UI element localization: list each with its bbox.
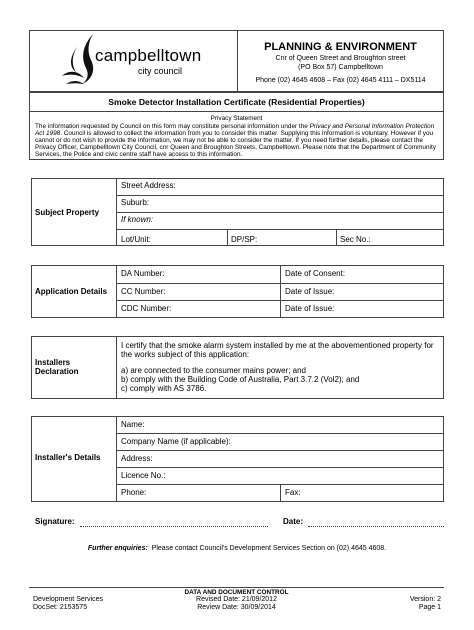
- page-title: PLANNING & ENVIRONMENT: [264, 41, 417, 53]
- further-enquiries: [0, 545, 474, 552]
- sec-no-field[interactable]: Sec No.:: [340, 235, 371, 244]
- signature-label: Signature:: [35, 517, 75, 526]
- contact-line: Phone (02) 4645 4608 – Fax (02) 4645 4111 – DX5114: [255, 77, 426, 84]
- cc-number-field[interactable]: CC Number:: [121, 287, 166, 296]
- footer-docset: DocSet: 2153575: [33, 604, 88, 611]
- col-divider: [336, 229, 337, 246]
- address-field[interactable]: Address:: [121, 454, 153, 463]
- enquiries-text: Please contact Council's Development Services Section on (02) 4645 4608.: [151, 545, 387, 552]
- row-divider: [116, 450, 444, 451]
- footer-heading: DATA AND DOCUMENT CONTROL: [184, 589, 289, 596]
- logo-subtitle: city council: [138, 66, 183, 76]
- row-divider: [116, 433, 444, 434]
- date-of-issue-field[interactable]: Date of Issue:: [285, 304, 335, 313]
- dp-sp-field[interactable]: DP/SP:: [231, 235, 258, 244]
- street-address-field[interactable]: Street Address:: [121, 181, 176, 190]
- row-divider: [116, 229, 444, 230]
- address-line-1: Cnr of Queen Street and Broughton street: [275, 55, 406, 62]
- declaration-item-a: a) are connected to the consumer mains power; and: [121, 366, 306, 375]
- privacy-line-2: [35, 130, 433, 137]
- privacy-line-2-b: . Council is allowed to collect the information from you to consider this matter. Supplying this information is voluntary. However if you: [60, 130, 434, 137]
- if-known-label: If known:: [121, 215, 154, 224]
- lot-unit-field[interactable]: Lot/Unit:: [121, 235, 151, 244]
- name-field[interactable]: Name:: [121, 420, 145, 429]
- date-label: Date:: [283, 517, 304, 526]
- row-divider: [116, 212, 444, 213]
- suburb-field[interactable]: Suburb:: [121, 198, 150, 207]
- cdc-number-field[interactable]: CDC Number:: [121, 304, 172, 313]
- footer-version: Version: 2: [409, 596, 441, 603]
- declaration-item-b: b) comply with the Building Code of Australia, Part 3.7.2 (Vol2); and: [121, 375, 360, 384]
- subject-property-label: Subject Property: [35, 208, 100, 217]
- company-name-field[interactable]: Company Name (if applicable):: [121, 437, 231, 446]
- installers-declaration-label-2: Declaration: [35, 367, 79, 376]
- installer-details-label: Installer's Details: [35, 453, 101, 462]
- privacy-line-1-a: The information requested by Council on this form may constitute personal information under the: [35, 123, 310, 130]
- signature-line[interactable]: [80, 526, 268, 527]
- privacy-act-year: Act 1998: [35, 130, 61, 137]
- privacy-line-1: [35, 123, 434, 130]
- installers-declaration-divider: [116, 336, 117, 399]
- privacy-line-3: cannot or do not wish to provide the information, we may not be able to consider the matter. If you need further details, please contact the: [35, 137, 423, 144]
- declaration-item-c: c) comply with AS 3786.: [121, 384, 207, 393]
- col-divider: [227, 229, 228, 246]
- application-details-divider: [116, 265, 117, 318]
- declaration-text-1: I certify that the smoke alarm system installed by me at the abovementioned property for: [121, 341, 434, 350]
- logo-name: campbelltown: [95, 46, 202, 65]
- date-line[interactable]: [308, 526, 444, 527]
- title-divider: [29, 111, 444, 112]
- privacy-line-5: Services, the Police and civic centre staff have access to this information.: [35, 151, 243, 158]
- fax-field[interactable]: Fax:: [285, 488, 301, 497]
- row-divider: [116, 283, 444, 284]
- row-divider: [116, 300, 444, 301]
- privacy-line-4: Privacy Officer, Campbelltown City Council, cnr Queen and Broughton Streets, Campbelltown. Please note that the Department of Community: [35, 144, 436, 151]
- application-details-label: Application Details: [35, 287, 108, 296]
- row-divider: [116, 195, 444, 196]
- da-number-field[interactable]: DA Number:: [121, 269, 165, 278]
- phone-field[interactable]: Phone:: [121, 488, 147, 497]
- footer-department: Development Services: [33, 596, 104, 603]
- licence-no-field[interactable]: Licence No.:: [121, 471, 166, 480]
- declaration-text-2: the works subject of this application:: [121, 350, 250, 359]
- date-of-consent-field[interactable]: Date of Consent:: [285, 269, 346, 278]
- installer-details-divider: [116, 416, 117, 502]
- footer-page: Page 1: [418, 604, 441, 611]
- col-divider: [280, 265, 281, 318]
- row-divider: [116, 467, 444, 468]
- form-title: Smoke Detector Installation Certificate (Residential Properties): [108, 97, 365, 107]
- installers-declaration-label-1: Installers: [35, 358, 71, 367]
- privacy-heading: Privacy Statement: [210, 115, 263, 122]
- enquiries-lead: Further enquiries:: [87, 545, 148, 552]
- footer-rule: [29, 587, 444, 588]
- footer-revised-date: Revised Date: 21/09/2012: [196, 596, 277, 603]
- date-of-issue-field[interactable]: Date of Issue:: [285, 287, 335, 296]
- privacy-act-name: Privacy and Personal Information Protection: [309, 123, 435, 130]
- footer-review-date: Review Date: 30/09/2014: [197, 604, 276, 611]
- address-line-2: (PO Box 57) Campbelltown: [298, 64, 383, 71]
- col-divider: [280, 484, 281, 502]
